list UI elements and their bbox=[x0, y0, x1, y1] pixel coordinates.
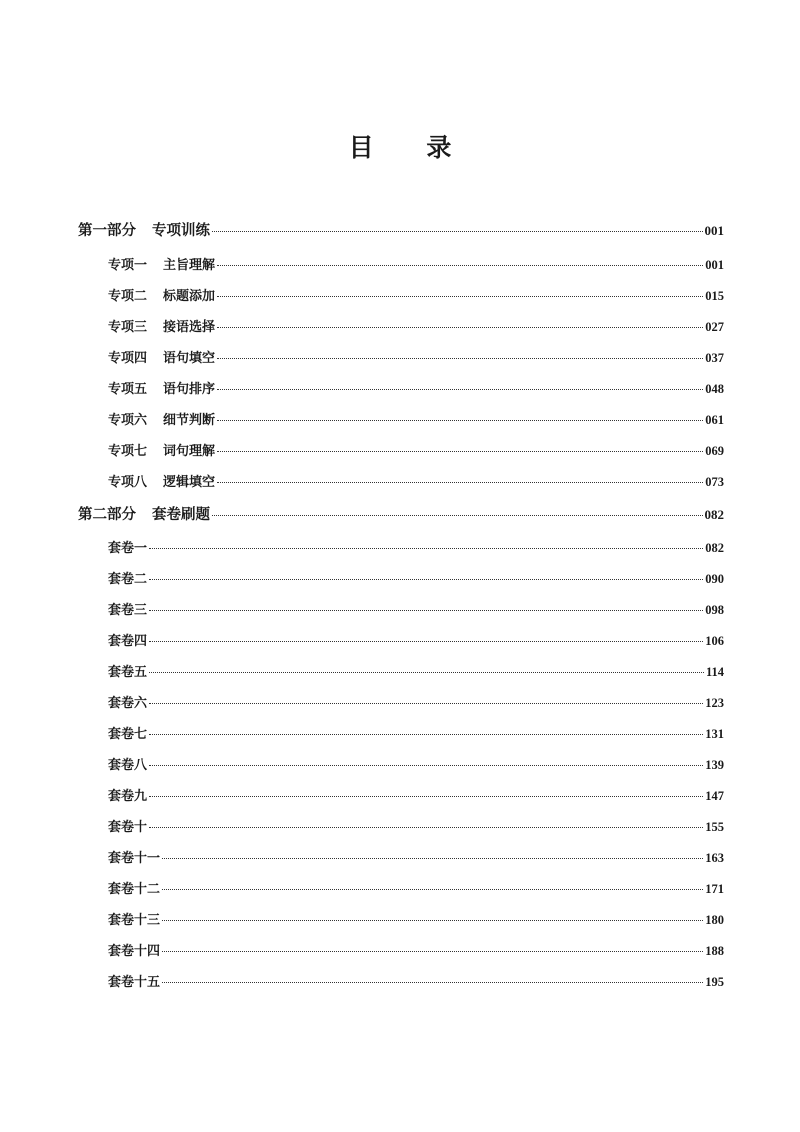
item-label: 专项七 bbox=[108, 444, 148, 459]
item-name: 语句排序 bbox=[163, 382, 216, 397]
page-number: 180 bbox=[705, 913, 724, 927]
toc-item[interactable] bbox=[108, 318, 724, 336]
item-label: 专项二 bbox=[108, 289, 148, 304]
item-label: 专项六 bbox=[108, 413, 148, 428]
item-name: 语句填空 bbox=[163, 351, 216, 366]
page-number: 073 bbox=[705, 475, 724, 489]
page-number: 037 bbox=[705, 351, 724, 365]
page-number: 061 bbox=[705, 413, 724, 427]
item-name: 逻辑填空 bbox=[163, 475, 216, 490]
dot-leader bbox=[149, 610, 703, 611]
page-number: 114 bbox=[705, 665, 724, 679]
toc-item[interactable] bbox=[108, 349, 724, 367]
toc-item[interactable] bbox=[108, 942, 724, 960]
page-number: 147 bbox=[705, 789, 724, 803]
dot-leader bbox=[212, 231, 703, 232]
toc-item[interactable] bbox=[108, 411, 724, 429]
part-label: 第二部分 bbox=[78, 506, 136, 523]
item-label: 专项五 bbox=[108, 382, 148, 397]
page-number: 195 bbox=[705, 975, 724, 989]
toc-item[interactable] bbox=[108, 756, 724, 774]
item-label: 套卷十 bbox=[108, 820, 148, 835]
item-label: 套卷十四 bbox=[108, 944, 161, 959]
item-label: 套卷九 bbox=[108, 789, 148, 804]
item-label: 套卷五 bbox=[108, 665, 148, 680]
dot-leader bbox=[162, 982, 703, 983]
item-label: 套卷十三 bbox=[108, 913, 161, 928]
dot-leader bbox=[162, 920, 703, 921]
toc-item[interactable] bbox=[108, 632, 724, 650]
item-name: 接语选择 bbox=[163, 320, 216, 335]
page-number: 098 bbox=[705, 603, 724, 617]
toc-item[interactable] bbox=[108, 570, 724, 588]
dot-leader bbox=[149, 734, 703, 735]
item-name: 词句理解 bbox=[163, 444, 216, 459]
toc-item[interactable] bbox=[108, 473, 724, 491]
page-number: 171 bbox=[705, 882, 724, 896]
page-number: 001 bbox=[704, 223, 724, 238]
dot-leader bbox=[149, 827, 703, 828]
page-number: 001 bbox=[705, 258, 724, 272]
toc-item[interactable] bbox=[108, 787, 724, 805]
item-label: 套卷三 bbox=[108, 603, 148, 618]
page-number: 027 bbox=[705, 320, 724, 334]
item-name: 细节判断 bbox=[163, 413, 216, 428]
toc-item[interactable] bbox=[108, 663, 724, 681]
item-label: 专项四 bbox=[108, 351, 148, 366]
dot-leader bbox=[217, 482, 703, 483]
item-label: 套卷十一 bbox=[108, 851, 161, 866]
item-label: 套卷六 bbox=[108, 696, 148, 711]
toc-item[interactable] bbox=[108, 973, 724, 991]
item-label: 专项八 bbox=[108, 475, 148, 490]
toc-item[interactable] bbox=[108, 256, 724, 274]
toc-item[interactable] bbox=[108, 818, 724, 836]
item-label: 套卷二 bbox=[108, 572, 148, 587]
page-number: 082 bbox=[705, 541, 724, 555]
dot-leader bbox=[217, 420, 703, 421]
toc-item[interactable] bbox=[108, 539, 724, 557]
page-number: 163 bbox=[705, 851, 724, 865]
part-name: 专项训练 bbox=[152, 222, 210, 239]
item-label: 套卷四 bbox=[108, 634, 148, 649]
toc-item[interactable] bbox=[108, 911, 724, 929]
dot-leader bbox=[149, 579, 703, 580]
dot-leader bbox=[149, 641, 703, 642]
item-label: 专项一 bbox=[108, 258, 148, 273]
toc-item[interactable] bbox=[108, 849, 724, 867]
dot-leader bbox=[212, 515, 703, 516]
page-number: 139 bbox=[705, 758, 724, 772]
dot-leader bbox=[149, 703, 703, 704]
toc-item[interactable] bbox=[108, 287, 724, 305]
dot-leader bbox=[217, 265, 703, 266]
item-label: 套卷十二 bbox=[108, 882, 161, 897]
toc-item[interactable] bbox=[108, 880, 724, 898]
dot-leader bbox=[162, 951, 703, 952]
toc-item[interactable] bbox=[108, 380, 724, 398]
page-number: 069 bbox=[705, 444, 724, 458]
dot-leader bbox=[149, 765, 703, 766]
dot-leader bbox=[149, 796, 703, 797]
dot-leader bbox=[217, 389, 703, 390]
part-name: 套卷刷题 bbox=[152, 506, 210, 523]
dot-leader bbox=[217, 451, 703, 452]
page-number: 106 bbox=[705, 634, 724, 648]
page-number: 015 bbox=[705, 289, 724, 303]
item-label: 专项三 bbox=[108, 320, 148, 335]
toc-part-2[interactable] bbox=[78, 506, 724, 524]
item-label: 套卷一 bbox=[108, 541, 148, 556]
toc-item[interactable] bbox=[108, 601, 724, 619]
dot-leader bbox=[149, 548, 703, 549]
toc-item[interactable] bbox=[108, 694, 724, 712]
item-label: 套卷八 bbox=[108, 758, 148, 773]
page-number: 155 bbox=[705, 820, 724, 834]
page-number: 090 bbox=[705, 572, 724, 586]
item-label: 套卷七 bbox=[108, 727, 148, 742]
toc-item[interactable] bbox=[108, 442, 724, 460]
dot-leader bbox=[149, 672, 704, 673]
dot-leader bbox=[217, 296, 703, 297]
part-label: 第一部分 bbox=[78, 222, 136, 239]
dot-leader bbox=[217, 358, 703, 359]
page-number: 188 bbox=[705, 944, 724, 958]
item-label: 套卷十五 bbox=[108, 975, 161, 990]
dot-leader bbox=[217, 327, 703, 328]
page-number: 123 bbox=[705, 696, 724, 710]
item-name: 标题添加 bbox=[163, 289, 216, 304]
item-name: 主旨理解 bbox=[163, 258, 216, 273]
page-title: 目 录 bbox=[348, 133, 474, 162]
toc-item[interactable] bbox=[108, 725, 724, 743]
page-number: 048 bbox=[705, 382, 724, 396]
page-number: 082 bbox=[704, 507, 724, 522]
dot-leader bbox=[162, 858, 703, 859]
page-number: 131 bbox=[705, 727, 724, 741]
dot-leader bbox=[162, 889, 703, 890]
toc-part-1[interactable] bbox=[78, 222, 724, 240]
